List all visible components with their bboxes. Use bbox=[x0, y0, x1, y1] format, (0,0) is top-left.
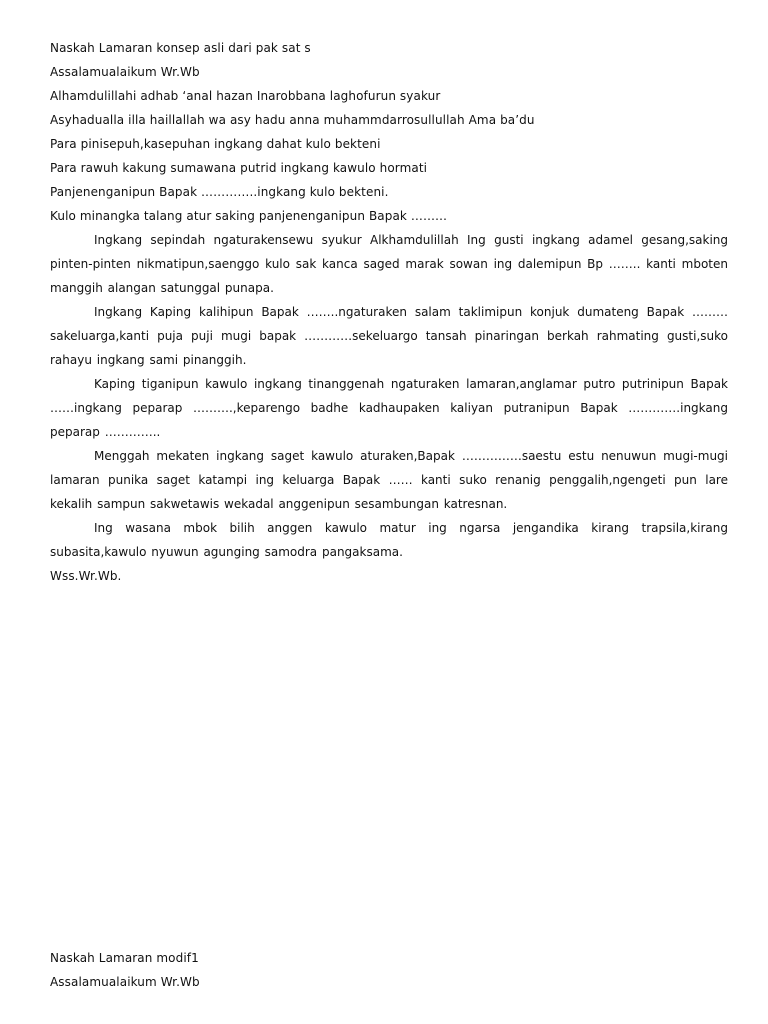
paragraph: Ingkang sepindah ngaturakensewu syukur Alkhamdulillah Ing gusti ingkang adamel gesang,saking pinten-pinten nikmatipun,saenggo kulo sak kanca saged marak sowan ing dalemipun Bp …….. kanti mboten manggih alangan satunggal punapa. bbox=[50, 233, 728, 295]
paragraph: Menggah mekaten ingkang saget kawulo aturaken,Bapak ……………saestu estu nenuwun mugi-mugi lamaran punika saget katampi ing keluarga Bapak …… kanti suko renanig penggalih,ngengeti pun lare kekalih sampun sakwetawis wekadal anggenipun sesambungan katresnan. bbox=[50, 449, 728, 511]
paragraph: Kaping tiganipun kawulo ingkang tinanggenah ngaturaken lamaran,anglamar putro putrinipun Bapak ……ingkang peparap ……….,keparengo badhe kadhaupaken kaliyan putranipun Bapak ………….ingkang peparap ………….. bbox=[50, 377, 728, 439]
salutation-line: Kulo minangka talang atur saking panjenenganipun Bapak ……… bbox=[50, 209, 448, 223]
section-title: Naskah Lamaran modif1 bbox=[50, 951, 199, 965]
closing-line: Wss.Wr.Wb. bbox=[50, 569, 122, 583]
letter-body bbox=[50, 36, 728, 588]
greeting-line: Assalamualaikum Wr.Wb bbox=[50, 975, 200, 989]
opening-line: Asyhadualla illa haillallah wa asy hadu anna muhammdarrosullullah Ama ba’du bbox=[50, 113, 535, 127]
salutation-line: Para pinisepuh,kasepuhan ingkang dahat kulo bekteni bbox=[50, 137, 381, 151]
greeting-line: Assalamualaikum Wr.Wb bbox=[50, 65, 200, 79]
salutation-line: Panjenenganipun Bapak …………..ingkang kulo bekteni. bbox=[50, 185, 389, 199]
paragraph: Ing wasana mbok bilih anggen kawulo matur ing ngarsa jengandika kirang trapsila,kirang subasita,kawulo nyuwun agunging samodra pangaksama. bbox=[50, 521, 728, 559]
opening-line: Alhamdulillahi adhab ‘anal hazan Inarobbana laghofurun syakur bbox=[50, 89, 441, 103]
salutation-line: Para rawuh kakung sumawana putrid ingkang kawulo hormati bbox=[50, 161, 428, 175]
next-section bbox=[50, 946, 728, 994]
document-title: Naskah Lamaran konsep asli dari pak sat s bbox=[50, 41, 311, 55]
paragraph: Ingkang Kaping kalihipun Bapak ……..ngaturaken salam taklimipun konjuk dumateng Bapak ……… sakeluarga,kanti puja puji mugi bapak …………sekeluargo tansah pinaringan berkah rahmating gusti,suko rahayu ingkang sami pinanggih. bbox=[50, 305, 728, 367]
